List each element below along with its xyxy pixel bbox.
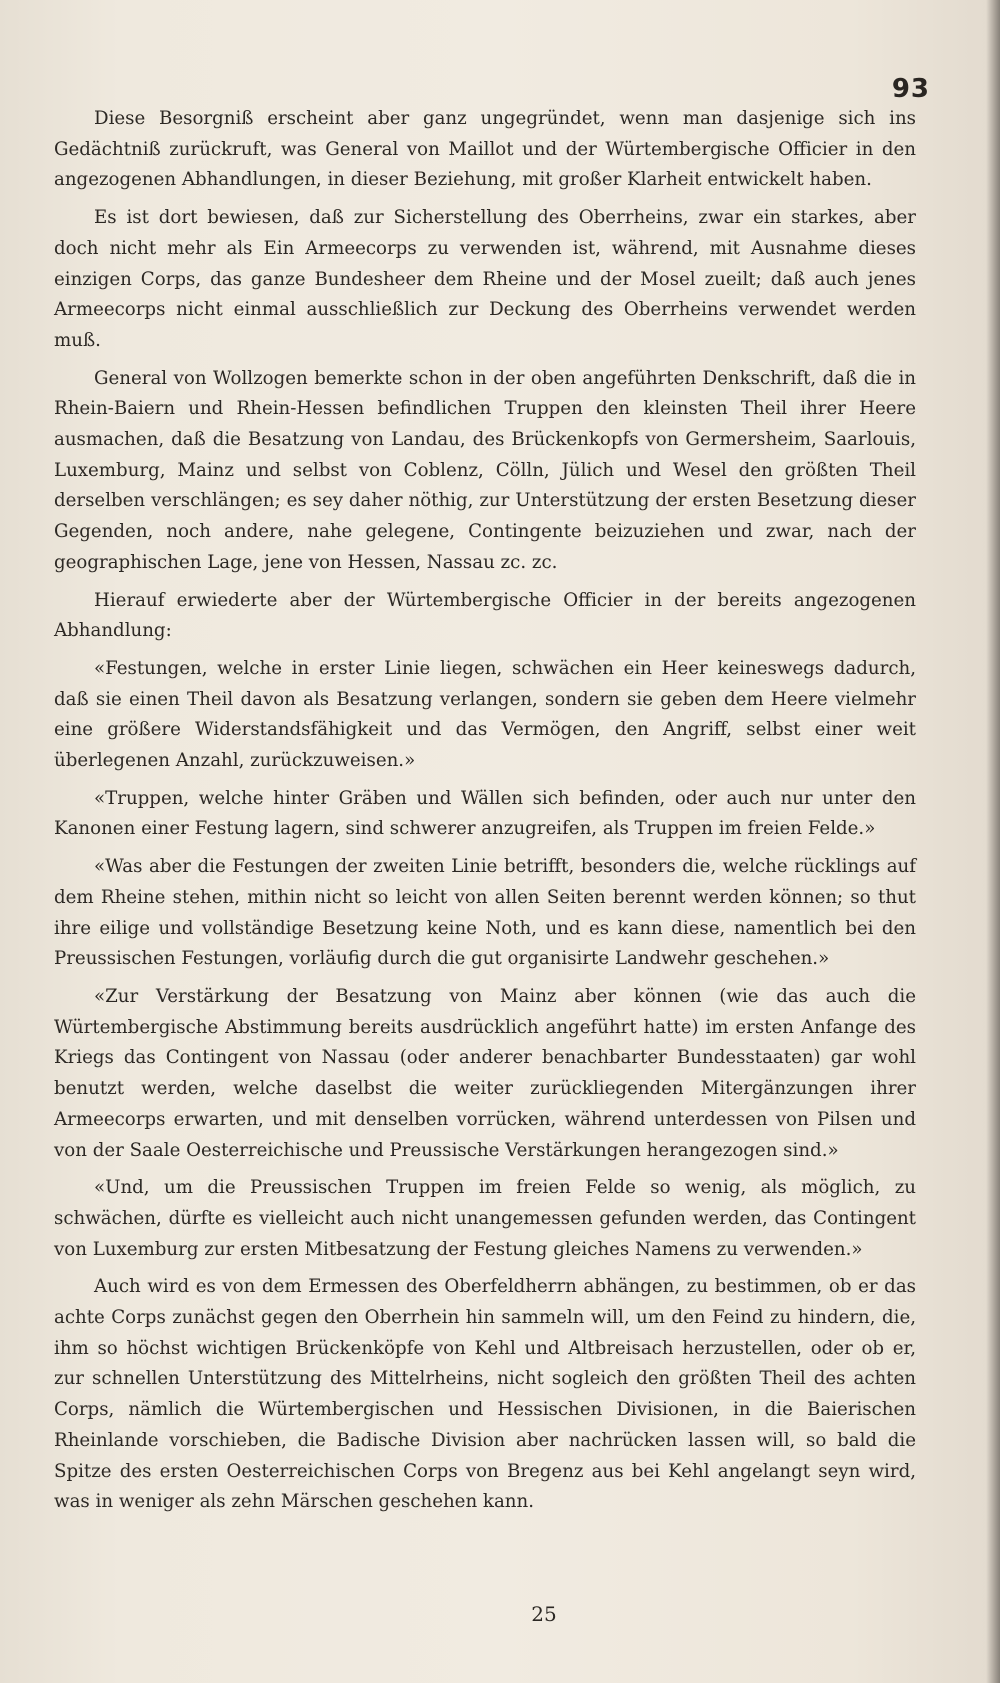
paragraph: Diese Besorgniß erscheint aber ganz ungegründet, wenn man dasjenige sich ins Gedächtniß zurückruft, was General von Maillot und der Würtembergische Officier in den angezogenen Abhandlungen, in dieser Beziehung, mit großer Klarheit entwickelt haben. (54, 108, 916, 191)
paragraph: Es ist dort bewiesen, daß zur Sicherstellung des Oberrheins, zwar ein starkes, aber doch nicht mehr als Ein Armeecorps zu verwenden ist, während, mit Ausnahme dieses einzigen Corps, das ganze Bundesheer dem Rheine und der Mosel zueilt; daß auch jenes Armeecorps nicht einmal ausschließlich zur Deckung des Oberrheins verwendet werden muß. (54, 207, 916, 351)
paragraph: General von Wollzogen bemerkte schon in der oben angeführten Denkschrift, daß die in Rhein-Baiern und Rhein-Hessen befindlichen Truppen den kleinsten Theil ihrer Heere ausmachen, daß die Besatzung von Landau, des Brückenkopfs von Germersheim, Saarlouis, Luxemburg, Mainz und selbst von Coblenz, Cölln, Jülich und Wesel den größten Theil derselben verschlängen; es sey daher nöthig, zur Unterstützung der ersten Besetzung dieser Gegenden, noch andere, nahe gelegene, Contingente beizuziehen und zwar, nach der geographischen Lage, jene von Hessen, Nassau zc. zc. (54, 367, 916, 573)
paragraph: «Festungen, welche in erster Linie liegen, schwächen ein Heer keineswegs dadurch, daß sie einen Theil davon als Besatzung verlangen, sondern sie geben dem Heere vielmehr eine größere Widerstandsfähigkeit und das Vermögen, den Angriff, selbst einer weit überlegenen Anzahl, zurückzuweisen.» (54, 657, 916, 772)
paragraph: «Was aber die Festungen der zweiten Linie betrifft, besonders die, welche rücklings auf dem Rheine stehen, mithin nicht so leicht von allen Seiten berennt werden können; so thut ihre eilige und vollständige Besetzung keine Noth, und es kann diese, namentlich bei den Preussischen Festungen, vorläufig durch die gut organisirte Landwehr geschehen.» (54, 856, 916, 970)
paragraph: Hierauf erwiederte aber der Würtembergische Officier in der bereits angezogenen Abhandlung: (54, 589, 916, 642)
page-number: 93 (891, 74, 930, 104)
signature-mark: 25 (531, 1602, 557, 1626)
page-edge-shadow (986, 0, 1000, 1683)
paragraph: «Truppen, welche hinter Gräben und Wällen sich befinden, oder auch nur unter den Kanonen einer Festung lagern, sind schwerer anzugreifen, als Truppen im freien Felde.» (54, 787, 916, 840)
paragraph: «Und, um die Preussischen Truppen im freien Felde so wenig, als möglich, zu schwächen, dürfte es vielleicht auch nicht unangemessen gefunden werden, das Contingent von Luxemburg zur ersten Mitbesatzung der Festung gleiches Namens zu verwenden.» (54, 1177, 916, 1260)
body-text (54, 104, 916, 1525)
paragraph: «Zur Verstärkung der Besatzung von Mainz aber können (wie das auch die Würtembergische Abstimmung bereits ausdrücklich angeführt hatte) im ersten Anfange des Kriegs das Contingent von Nassau (oder anderer benachbarter Bundesstaaten) gar wohl benutzt werden, welche daselbst die weiter zurückliegenden Mitergänzungen ihrer Armeecorps erwarten, und mit denselben vorrücken, während unterdessen von Pilsen und von der Saale Oesterreichische und Preussische Verstärkungen herangezogen sind.» (54, 985, 916, 1161)
paragraph: Auch wird es von dem Ermessen des Oberfeldherrn abhängen, zu bestimmen, ob er das achte Corps zunächst gegen den Oberrhein hin sammeln will, um den Feind zu hindern, die, ihm so höchst wichtigen Brückenköpfe von Kehl und Altbreisach herzustellen, oder ob er, zur schnellen Unterstützung des Mittelrheins, nicht sogleich den größten Theil des achten Corps, nämlich die Würtembergischen und Hessischen Divisionen, in die Baierischen Rheinlande vorschieben, die Badische Division aber nachrücken lassen will, so bald die Spitze des ersten Oesterreichischen Corps von Bregenz aus bei Kehl angelangt seyn wird, was in weniger als zehn Märschen geschehen kann. (54, 1276, 916, 1513)
